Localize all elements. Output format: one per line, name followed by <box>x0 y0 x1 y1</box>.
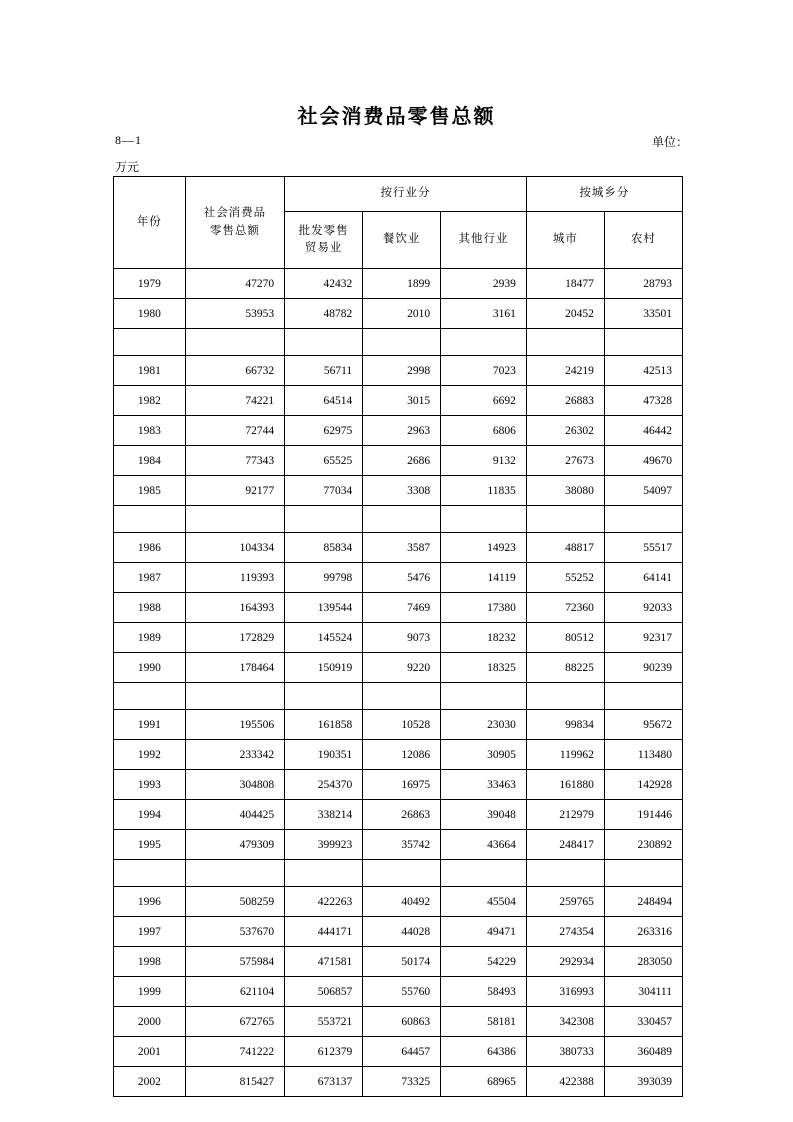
cell-total: 537670 <box>185 917 284 947</box>
cell-wholesale: 399923 <box>285 830 363 860</box>
cell-wholesale: 506857 <box>285 977 363 1007</box>
cell-year: 1984 <box>114 446 186 476</box>
cell-wholesale: 673137 <box>285 1067 363 1097</box>
table-row <box>114 593 683 623</box>
cell-rural: 49670 <box>604 446 682 476</box>
cell-wholesale: 471581 <box>285 947 363 977</box>
column-header-total <box>185 177 284 269</box>
cell-wholesale: 145524 <box>285 623 363 653</box>
cell-total: 92177 <box>185 476 284 506</box>
cell-rural: 64141 <box>604 563 682 593</box>
cell-year: 1993 <box>114 770 186 800</box>
cell-other: 64386 <box>441 1037 527 1067</box>
column-group-by-region: 按城乡分 <box>526 177 682 212</box>
cell-wholesale: 444171 <box>285 917 363 947</box>
cell-wholesale: 161858 <box>285 710 363 740</box>
cell-urban: 26883 <box>526 386 604 416</box>
cell-wholesale: 99798 <box>285 563 363 593</box>
cell-other: 7023 <box>441 356 527 386</box>
cell-urban: 18477 <box>526 269 604 299</box>
cell-rural: 248494 <box>604 887 682 917</box>
cell-rural: 230892 <box>604 830 682 860</box>
cell-catering: 35742 <box>363 830 441 860</box>
cell-year: 1997 <box>114 917 186 947</box>
cell-urban: 422388 <box>526 1067 604 1097</box>
cell-year: 1987 <box>114 563 186 593</box>
cell-total: 479309 <box>185 830 284 860</box>
cell-catering: 64457 <box>363 1037 441 1067</box>
column-header-wholesale-line1: 批发零售 <box>298 224 349 237</box>
cell-total: 404425 <box>185 800 284 830</box>
table-row <box>114 830 683 860</box>
cell-year: 2000 <box>114 1007 186 1037</box>
cell-year: 1989 <box>114 623 186 653</box>
unit-label: 单位： <box>651 135 688 149</box>
cell-catering: 2686 <box>363 446 441 476</box>
table-group-spacer <box>114 683 683 710</box>
cell-urban: 38080 <box>526 476 604 506</box>
column-group-by-industry: 按行业分 <box>285 177 527 212</box>
cell-rural: 90239 <box>604 653 682 683</box>
cell-total: 575984 <box>185 947 284 977</box>
cell-total: 164393 <box>185 593 284 623</box>
cell-rural: 92033 <box>604 593 682 623</box>
cell-rural: 330457 <box>604 1007 682 1037</box>
table-group-spacer <box>114 860 683 887</box>
cell-other: 6692 <box>441 386 527 416</box>
cell-rural: 92317 <box>604 623 682 653</box>
table-row <box>114 386 683 416</box>
cell-rural: 263316 <box>604 917 682 947</box>
cell-other: 58181 <box>441 1007 527 1037</box>
cell-total: 621104 <box>185 977 284 1007</box>
cell-other: 23030 <box>441 710 527 740</box>
cell-wholesale: 612379 <box>285 1037 363 1067</box>
table-head <box>114 177 683 269</box>
header-row-top <box>114 177 683 212</box>
retail-sales-table <box>113 176 683 1097</box>
cell-catering: 1899 <box>363 269 441 299</box>
cell-urban: 342308 <box>526 1007 604 1037</box>
cell-catering: 2010 <box>363 299 441 329</box>
cell-total: 304808 <box>185 770 284 800</box>
cell-other: 18325 <box>441 653 527 683</box>
cell-wholesale: 56711 <box>285 356 363 386</box>
cell-other: 68965 <box>441 1067 527 1097</box>
cell-total: 74221 <box>185 386 284 416</box>
table-row <box>114 977 683 1007</box>
cell-other: 54229 <box>441 947 527 977</box>
cell-wholesale: 64514 <box>285 386 363 416</box>
cell-urban: 380733 <box>526 1037 604 1067</box>
cell-rural: 47328 <box>604 386 682 416</box>
cell-catering: 16975 <box>363 770 441 800</box>
column-header-year: 年份 <box>114 177 186 269</box>
cell-wholesale: 254370 <box>285 770 363 800</box>
cell-total: 47270 <box>185 269 284 299</box>
cell-urban: 248417 <box>526 830 604 860</box>
cell-wholesale: 150919 <box>285 653 363 683</box>
cell-other: 33463 <box>441 770 527 800</box>
column-header-total-line1: 社会消费品 <box>203 207 267 220</box>
cell-other: 43664 <box>441 830 527 860</box>
column-header-catering: 餐饮业 <box>363 212 441 269</box>
cell-year: 2002 <box>114 1067 186 1097</box>
cell-year: 1994 <box>114 800 186 830</box>
cell-catering: 12086 <box>363 740 441 770</box>
cell-wholesale: 77034 <box>285 476 363 506</box>
cell-catering: 9073 <box>363 623 441 653</box>
cell-urban: 88225 <box>526 653 604 683</box>
cell-total: 119393 <box>185 563 284 593</box>
cell-urban: 161880 <box>526 770 604 800</box>
cell-year: 1999 <box>114 977 186 1007</box>
cell-other: 39048 <box>441 800 527 830</box>
cell-total: 66732 <box>185 356 284 386</box>
cell-rural: 113480 <box>604 740 682 770</box>
cell-total: 178464 <box>185 653 284 683</box>
table-group-spacer <box>114 506 683 533</box>
table-group-spacer <box>114 329 683 356</box>
cell-rural: 55517 <box>604 533 682 563</box>
cell-catering: 3308 <box>363 476 441 506</box>
cell-year: 1981 <box>114 356 186 386</box>
cell-other: 58493 <box>441 977 527 1007</box>
cell-rural: 304111 <box>604 977 682 1007</box>
cell-urban: 316993 <box>526 977 604 1007</box>
cell-catering: 3015 <box>363 386 441 416</box>
cell-wholesale: 553721 <box>285 1007 363 1037</box>
table-row <box>114 446 683 476</box>
table-row <box>114 533 683 563</box>
cell-other: 30905 <box>441 740 527 770</box>
table-row <box>114 269 683 299</box>
cell-year: 1998 <box>114 947 186 977</box>
column-header-urban: 城市 <box>526 212 604 269</box>
cell-catering: 44028 <box>363 917 441 947</box>
table-row <box>114 416 683 446</box>
table-row <box>114 653 683 683</box>
cell-urban: 24219 <box>526 356 604 386</box>
unit-value: 万元 <box>115 160 140 174</box>
cell-rural: 28793 <box>604 269 682 299</box>
cell-rural: 46442 <box>604 416 682 446</box>
cell-catering: 3587 <box>363 533 441 563</box>
cell-year: 1990 <box>114 653 186 683</box>
table-row <box>114 356 683 386</box>
cell-wholesale: 42432 <box>285 269 363 299</box>
cell-year: 1983 <box>114 416 186 446</box>
cell-urban: 72360 <box>526 593 604 623</box>
table-row <box>114 800 683 830</box>
cell-urban: 20452 <box>526 299 604 329</box>
cell-catering: 60863 <box>363 1007 441 1037</box>
cell-catering: 73325 <box>363 1067 441 1097</box>
cell-wholesale: 85834 <box>285 533 363 563</box>
table-row <box>114 887 683 917</box>
cell-total: 72744 <box>185 416 284 446</box>
table-row <box>114 770 683 800</box>
column-header-wholesale-line2: 贸易业 <box>304 242 343 254</box>
cell-total: 741222 <box>185 1037 284 1067</box>
cell-total: 172829 <box>185 623 284 653</box>
cell-other: 45504 <box>441 887 527 917</box>
cell-rural: 283050 <box>604 947 682 977</box>
cell-wholesale: 139544 <box>285 593 363 623</box>
cell-other: 18232 <box>441 623 527 653</box>
cell-urban: 27673 <box>526 446 604 476</box>
cell-rural: 142928 <box>604 770 682 800</box>
cell-year: 1996 <box>114 887 186 917</box>
cell-total: 672765 <box>185 1007 284 1037</box>
cell-catering: 55760 <box>363 977 441 1007</box>
cell-other: 2939 <box>441 269 527 299</box>
cell-urban: 99834 <box>526 710 604 740</box>
cell-total: 104334 <box>185 533 284 563</box>
page-title: 社会消费品零售总额 <box>297 106 496 128</box>
cell-urban: 274354 <box>526 917 604 947</box>
cell-wholesale: 62975 <box>285 416 363 446</box>
cell-urban: 119962 <box>526 740 604 770</box>
table-row <box>114 1067 683 1097</box>
cell-other: 3161 <box>441 299 527 329</box>
cell-other: 49471 <box>441 917 527 947</box>
cell-wholesale: 65525 <box>285 446 363 476</box>
table-body <box>114 269 683 1097</box>
cell-other: 17380 <box>441 593 527 623</box>
cell-total: 77343 <box>185 446 284 476</box>
table-row <box>114 740 683 770</box>
table-row <box>114 1037 683 1067</box>
cell-catering: 10528 <box>363 710 441 740</box>
cell-other: 14119 <box>441 563 527 593</box>
cell-catering: 2963 <box>363 416 441 446</box>
cell-catering: 9220 <box>363 653 441 683</box>
cell-year: 1986 <box>114 533 186 563</box>
cell-rural: 54097 <box>604 476 682 506</box>
cell-year: 1980 <box>114 299 186 329</box>
table-number: 8—1 <box>115 133 142 147</box>
cell-total: 508259 <box>185 887 284 917</box>
cell-rural: 191446 <box>604 800 682 830</box>
cell-other: 6806 <box>441 416 527 446</box>
cell-year: 1995 <box>114 830 186 860</box>
cell-rural: 33501 <box>604 299 682 329</box>
cell-rural: 360489 <box>604 1037 682 1067</box>
column-header-other: 其他行业 <box>441 212 527 269</box>
cell-other: 9132 <box>441 446 527 476</box>
table-row <box>114 947 683 977</box>
cell-year: 1982 <box>114 386 186 416</box>
table-row <box>114 710 683 740</box>
cell-year: 1985 <box>114 476 186 506</box>
cell-urban: 48817 <box>526 533 604 563</box>
cell-rural: 42513 <box>604 356 682 386</box>
cell-year: 1979 <box>114 269 186 299</box>
cell-year: 2001 <box>114 1037 186 1067</box>
cell-total: 53953 <box>185 299 284 329</box>
table-row <box>114 299 683 329</box>
table-row <box>114 917 683 947</box>
cell-wholesale: 190351 <box>285 740 363 770</box>
cell-year: 1992 <box>114 740 186 770</box>
cell-wholesale: 338214 <box>285 800 363 830</box>
table-row <box>114 623 683 653</box>
cell-year: 1991 <box>114 710 186 740</box>
cell-catering: 7469 <box>363 593 441 623</box>
cell-urban: 212979 <box>526 800 604 830</box>
cell-catering: 50174 <box>363 947 441 977</box>
cell-catering: 40492 <box>363 887 441 917</box>
table-row <box>114 1007 683 1037</box>
cell-other: 11835 <box>441 476 527 506</box>
cell-urban: 80512 <box>526 623 604 653</box>
cell-catering: 5476 <box>363 563 441 593</box>
cell-wholesale: 422263 <box>285 887 363 917</box>
table-row <box>114 476 683 506</box>
cell-urban: 292934 <box>526 947 604 977</box>
cell-urban: 26302 <box>526 416 604 446</box>
cell-urban: 55252 <box>526 563 604 593</box>
cell-total: 233342 <box>185 740 284 770</box>
column-header-wholesale <box>285 212 363 269</box>
cell-year: 1988 <box>114 593 186 623</box>
cell-other: 14923 <box>441 533 527 563</box>
cell-urban: 259765 <box>526 887 604 917</box>
table-row <box>114 563 683 593</box>
cell-wholesale: 48782 <box>285 299 363 329</box>
cell-total: 195506 <box>185 710 284 740</box>
column-header-total-line2: 零售总额 <box>209 224 260 237</box>
cell-catering: 26863 <box>363 800 441 830</box>
cell-total: 815427 <box>185 1067 284 1097</box>
cell-catering: 2998 <box>363 356 441 386</box>
column-header-rural: 农村 <box>604 212 682 269</box>
cell-rural: 95672 <box>604 710 682 740</box>
cell-rural: 393039 <box>604 1067 682 1097</box>
